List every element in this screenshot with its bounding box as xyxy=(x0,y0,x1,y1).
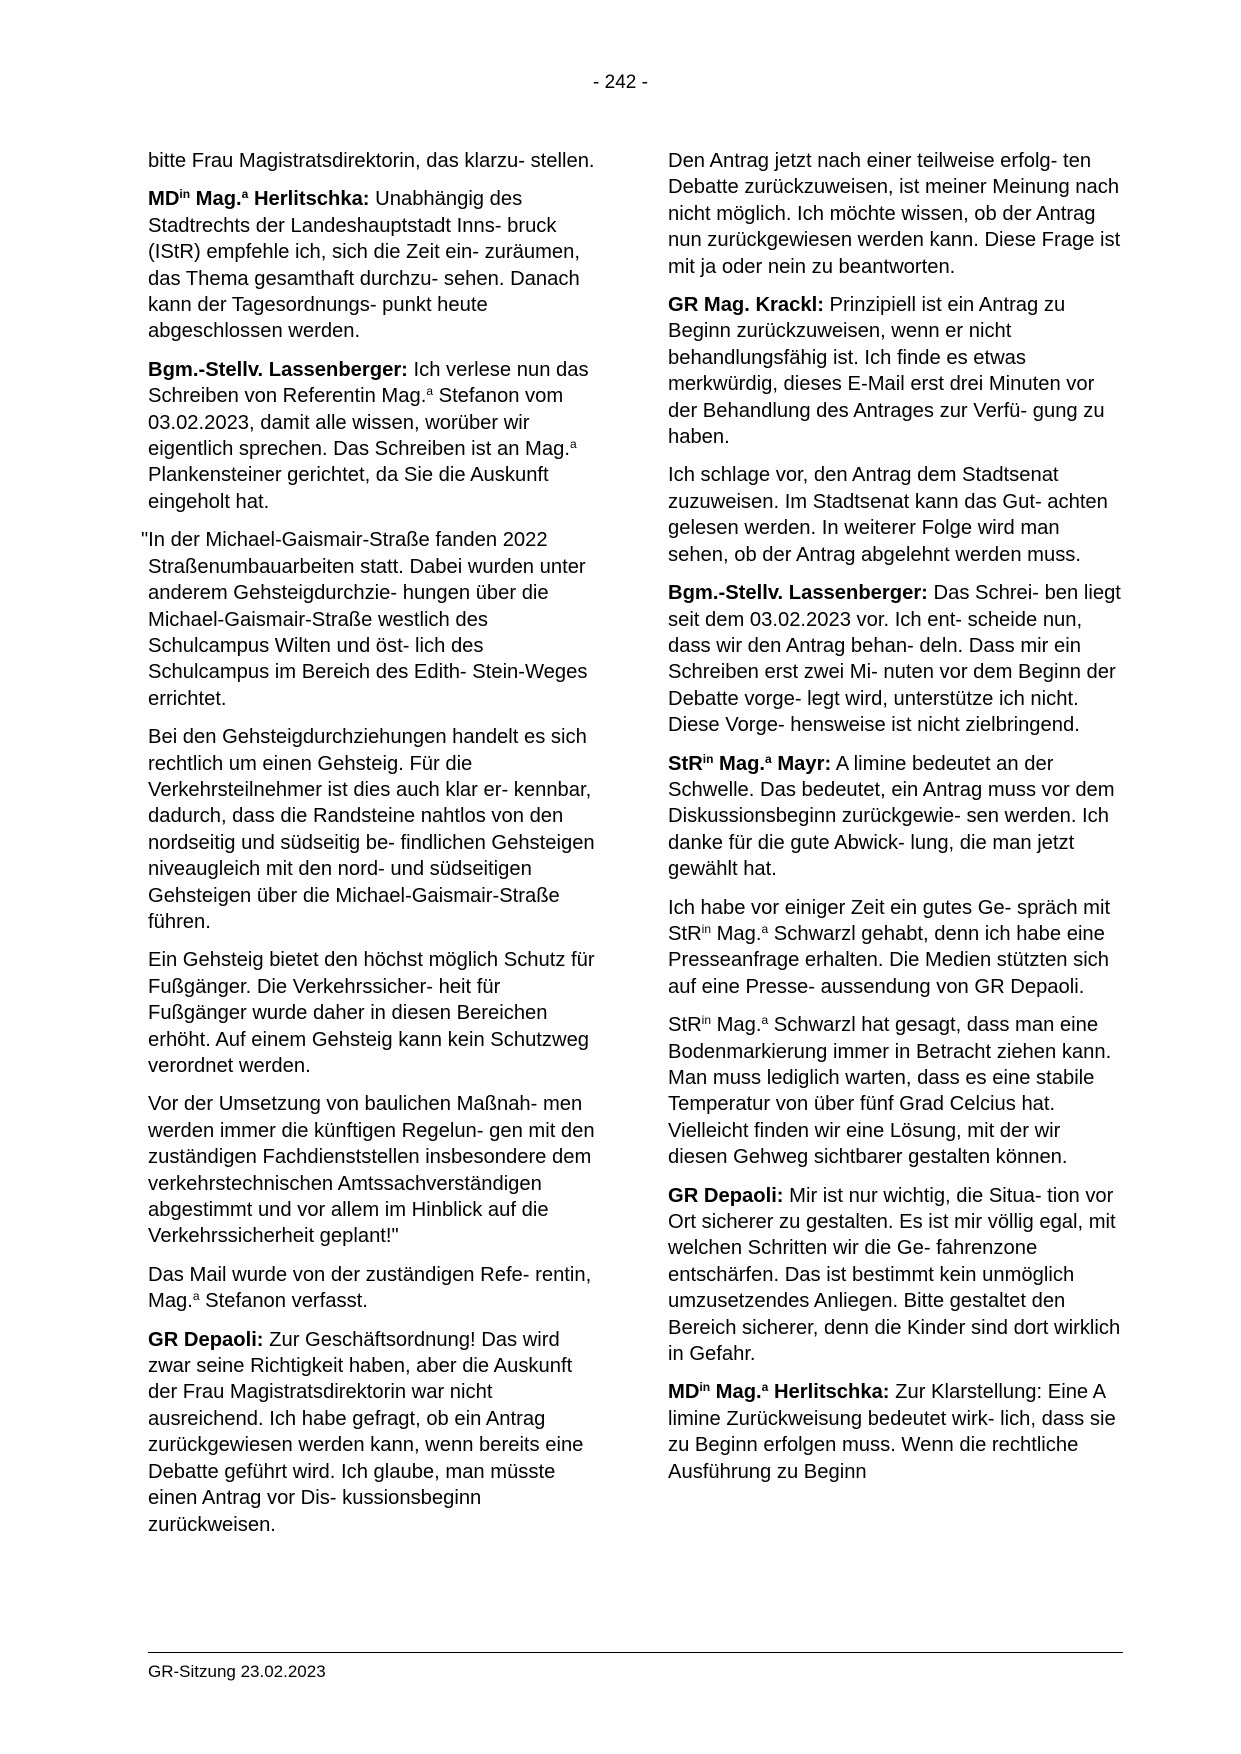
paragraph-text: Mag. xyxy=(711,922,762,945)
page-number: - 242 - xyxy=(593,72,648,93)
speaker-label: Herlitschka: xyxy=(768,1381,890,1404)
paragraph-text: "In der Michael-Gaismair-Straße fanden 2022 Straßenumbauarbeiten statt. Dabei wurden unter anderem Gehsteigdurchzie- hungen über die Michael-Gaismair-Straße westlich des Schulcampus Wilten und öst- lich des Schulcampus im Bereich des Edith- Stein-Weges errichtet. xyxy=(141,529,588,710)
paragraph xyxy=(668,462,1123,568)
speaker-label: GR Depaoli: xyxy=(148,1328,264,1351)
paragraph xyxy=(668,895,1123,1001)
paragraph-text: Bei den Gehsteigdurchziehungen handelt es sich rechtlich um einen Gehsteig. Für die Verkehrsteilnehmer ist dies auch klar er- kennbar, dadurch, dass die Randsteine nahtlos von den nordseitig und südseitig be- findlichen Gehsteigen niveaugleich mit den nord- und südseitigen Gehsteigen über die Michael-Gaismair-Straße führen. xyxy=(148,726,595,933)
superscript: a xyxy=(761,1380,769,1395)
superscript: a xyxy=(569,437,577,452)
speaker-degree: Mag. xyxy=(190,188,242,211)
speaker-label: GR Depaoli: xyxy=(668,1184,784,1207)
superscript: in xyxy=(701,921,711,936)
paragraph-text: Mag. xyxy=(711,1014,762,1037)
paragraph-text: Stefanon vom 03.02.2023, damit alle wissen, worüber wir eigentlich sprechen. Das Schreiben ist an Mag. xyxy=(148,385,570,461)
superscript: a xyxy=(761,921,769,936)
speaker-label: Mayr: xyxy=(771,752,832,775)
speaker-name xyxy=(668,294,824,316)
paragraph-text: Den Antrag jetzt nach einer teilweise erfolg- ten Debatte zurückzuweisen, ist meiner Meinung nach nicht möglich. Ich möchte wissen, ob der Antrag nun zurückgewiesen werden kann. Diese Frage ist mit ja oder nein zu beantworten. xyxy=(668,150,1121,278)
superscript: a xyxy=(192,1289,200,1304)
paragraph-text: Das Mail wurde von der zuständigen Refe- rentin, Mag. xyxy=(148,1263,592,1313)
footer-divider xyxy=(148,1652,1123,1653)
speaker-label: Herlitschka: xyxy=(248,188,370,211)
speaker-name xyxy=(668,753,831,775)
paragraph-text: Stefanon verfasst. xyxy=(199,1290,368,1313)
paragraph-text: Schwarzl gehabt, denn ich habe eine Presseanfrage erhalten. Die Medien stützten sich auf eine Presse- aussendung von GR Depaoli. xyxy=(668,922,1110,998)
paragraph-text: Prinzipiell ist ein Antrag zu Beginn zurückzuweisen, wenn er nicht behandlungsfähig ist. Ich finde es etwas merkwürdig, dieses E-Mail erst drei Minuten vor der Behandlung des Antrages zur Verfü- gung zu haben. xyxy=(668,294,1105,449)
speaker-title: StR xyxy=(668,752,703,775)
paragraph xyxy=(148,1327,603,1538)
superscript: in xyxy=(701,1013,711,1028)
paragraph xyxy=(148,148,603,174)
paragraph-text: Ich verlese nun das Schreiben von Referentin Mag. xyxy=(148,358,589,408)
speaker-title: MD xyxy=(668,1381,700,1404)
paragraph xyxy=(148,357,603,515)
paragraph xyxy=(148,724,603,935)
footer-session-label: GR-Sitzung 23.02.2023 xyxy=(148,1662,326,1681)
left-column xyxy=(141,148,603,1550)
paragraph-text: Mir ist nur wichtig, die Situa- tion vor Ort sicherer zu gestalten. Es ist mir völlig egal, mit welchen Schritten wir die Ge- fahrenzone entschärfen. Das ist bestimmt kein unmöglich umzusetzendes Anliegen. Bitte gestaltet den Bereich sicherer, denn die Kinder sind dort wirklich in Gefahr. xyxy=(668,1184,1121,1366)
superscript: in xyxy=(179,187,191,202)
paragraph xyxy=(668,580,1123,738)
speaker-name xyxy=(148,188,370,210)
paragraph-text: Das Schrei- ben liegt seit dem 03.02.2023 vor. Ich ent- scheide nun, dass wir den Antrag behan- deln. Dass mir ein Schreiben erst zwei Mi- nuten vor dem Beginn der Debatte vorge- legt wird, unterstütze ich nicht. Diese Vorge- hensweise ist nicht zielbringend. xyxy=(668,582,1121,737)
paragraph xyxy=(668,148,1123,280)
paragraph xyxy=(148,1262,603,1315)
superscript: a xyxy=(426,384,433,399)
paragraph-text: Ein Gehsteig bietet den höchst möglich Schutz für Fußgänger. Die Verkehrssicher- heit für Fußgänger wurde daher in diesen Bereichen erhöht. Auf einem Gehsteig kann kein Schutzweg verordnet werden. xyxy=(148,949,595,1077)
paragraph-text: Unabhängig des Stadtrechts der Landeshauptstadt Inns- bruck (IStR) empfehle ich, sich die Zeit ein- zuräumen, das Thema gesamthaft durchzu- sehen. Danach kann der Tagesordnungs- punkt heute abgeschlossen werden. xyxy=(148,188,580,343)
speaker-label: Bgm.-Stellv. Lassenberger: xyxy=(148,358,408,381)
superscript: in xyxy=(699,1380,711,1395)
paragraph xyxy=(148,947,603,1079)
paragraph xyxy=(668,751,1123,883)
superscript: a xyxy=(765,751,772,766)
speaker-label: Bgm.-Stellv. Lassenberger: xyxy=(668,582,928,605)
speaker-name xyxy=(148,359,408,381)
paragraph-text: Ich schlage vor, den Antrag dem Stadtsenat zuzuweisen. Im Stadtsenat kann das Gut- achten gelesen werden. In weiterer Folge wird man sehen, ob der Antrag abgelehnt werden muss. xyxy=(668,464,1108,566)
superscript: a xyxy=(761,1013,769,1028)
paragraph-text: Schwarzl hat gesagt, dass man eine Bodenmarkierung immer in Betracht ziehen kann. Man muss lediglich warten, dass es eine stabile Temperatur von über fünf Grad Celcius hat. Vielleicht finden wir eine Lösung, mit der wir diesen Gehweg sichtbarer gestalten können. xyxy=(668,1014,1112,1169)
paragraph-text: Vor der Umsetzung von baulichen Maßnah- men werden immer die künftigen Regelun- gen mit den zuständigen Fachdienststellen insbesondere dem verkehrstechnischen Amtssachverständigen abgestimmt und vor allem im Hinblick auf die Verkehrssicherheit geplant!" xyxy=(148,1093,595,1248)
speaker-name xyxy=(668,1381,890,1403)
paragraph-text: Plankensteiner gerichtet, da Sie die Auskunft eingeholt hat. xyxy=(148,464,549,513)
paragraph xyxy=(668,1012,1123,1170)
speaker-degree: Mag. xyxy=(710,1381,762,1404)
paragraph-text: StR xyxy=(668,1014,702,1037)
speaker-degree: Mag. xyxy=(713,752,766,775)
paragraph-text: A limine bedeutet an der Schwelle. Das bedeutet, ein Antrag muss vor dem Diskussionsbeginn zurückgewie- sen werden. Ich danke für die gute Abwick- lung, die man jetzt gewählt hat. xyxy=(668,752,1115,881)
paragraph-text: Ich habe vor einiger Zeit ein gutes Ge- spräch mit StR xyxy=(668,896,1111,945)
paragraph-text: bitte Frau Magistratsdirektorin, das klarzu- stellen. xyxy=(148,150,595,172)
paragraph-text: Zur Geschäftsordnung! Das wird zwar seine Richtigkeit haben, aber die Auskunft der Frau Magistratsdirektorin war nicht ausreichend. Ich habe gefragt, ob ein Antrag zurückgewiesen werden kann, wenn bereits eine Debatte geführt wird. Ich glaube, man müsste einen Antrag vor Dis- kussionsbeginn zurückweisen. xyxy=(148,1328,584,1536)
paragraph xyxy=(668,1183,1123,1368)
paragraph xyxy=(668,1379,1123,1485)
paragraph xyxy=(148,186,603,344)
speaker-name xyxy=(148,1329,264,1351)
speaker-name xyxy=(668,582,928,604)
superscript: in xyxy=(702,751,714,766)
paragraph xyxy=(141,527,603,712)
speaker-label: GR Mag. Krackl: xyxy=(668,294,824,317)
paragraph xyxy=(148,1091,603,1249)
paragraph-text: Zur Klarstellung: Eine A limine Zurückweisung bedeutet wirk- lich, dass sie zu Beginn erfolgen muss. Wenn die rechtliche Ausführung zu Beginn xyxy=(668,1381,1116,1483)
superscript: a xyxy=(241,187,249,202)
right-column xyxy=(668,148,1123,1497)
speaker-title: MD xyxy=(148,188,180,211)
speaker-name xyxy=(668,1185,784,1207)
paragraph xyxy=(668,292,1123,450)
